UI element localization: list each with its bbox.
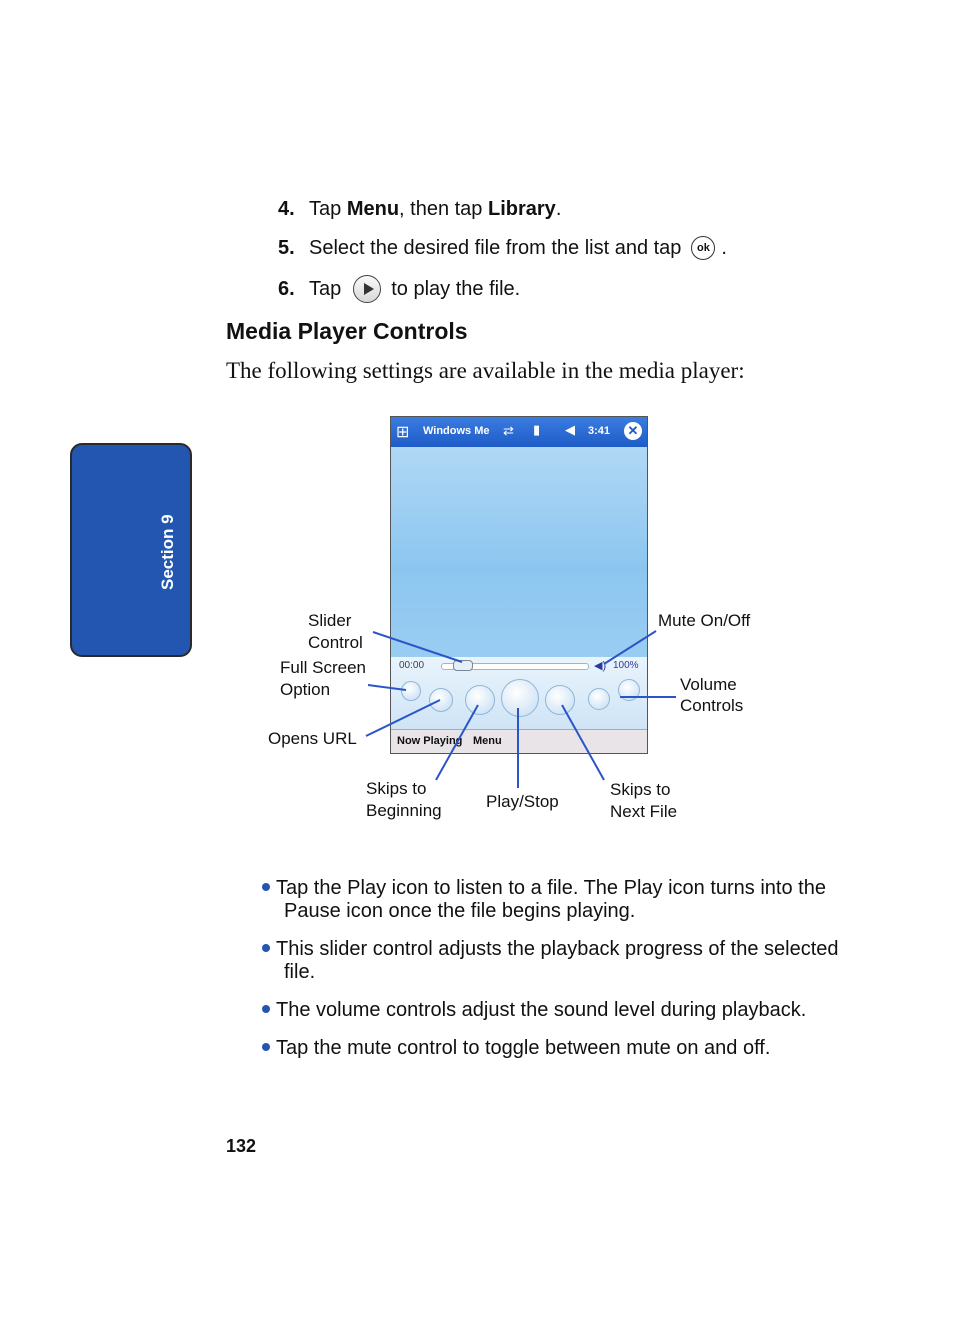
bullet-item: Tap the Play icon to listen to a file. The Play icon turns into the Pause icon once the file begins playing. <box>262 877 826 923</box>
clock: 3:41 <box>588 425 611 437</box>
step-text: Tap <box>309 277 342 300</box>
close-icon[interactable]: ✕ <box>624 422 642 440</box>
bullet-item: This slider control adjusts the playback progress of the selected file. <box>262 938 839 984</box>
bullet-item: The volume controls adjust the sound level during playback. <box>262 999 806 1022</box>
ok-icon: ok <box>691 236 715 260</box>
step-text: Tap Menu, then tap Library. <box>309 198 562 220</box>
fullscreen-callout-line <box>368 685 406 690</box>
step-number: 6. <box>278 277 295 300</box>
mute-icon[interactable]: ◀) <box>594 660 607 672</box>
bullet-dot <box>262 883 270 891</box>
opens-url-label: Opens URL <box>268 729 357 748</box>
volume-label-1: Volume <box>680 675 737 694</box>
speaker-icon: ◀ <box>565 422 575 437</box>
page-number: 132 <box>226 1136 257 1156</box>
section-heading: Media Player Controls <box>226 318 468 344</box>
fullscreen-label-1: Full Screen <box>280 658 366 677</box>
skip-next-callout-line <box>562 705 604 780</box>
slider-callout-line <box>373 632 462 662</box>
bullet-dot <box>262 1043 270 1051</box>
skip-next-label-2: Next File <box>610 802 678 821</box>
now-playing-menu[interactable]: Now Playing <box>397 735 463 747</box>
bullet-dot <box>262 944 270 952</box>
open-url-callout-line <box>366 700 440 736</box>
volume-level: 100% <box>613 660 639 671</box>
menu-softkey[interactable]: Menu <box>473 735 502 747</box>
bullet-dot <box>262 1005 270 1013</box>
windows-flag-icon: ⊞ <box>396 424 410 441</box>
mute-callout-line <box>604 631 656 664</box>
mute-label: Mute On/Off <box>658 611 751 630</box>
skip-back-label-1: Skips to <box>366 779 427 798</box>
elapsed-time: 00:00 <box>399 660 425 671</box>
slider-label-2: Control <box>308 633 363 652</box>
slider-label-1: Slider <box>308 611 352 630</box>
step-text-end: to play the file. <box>391 277 521 300</box>
skip-next-label-1: Skips to <box>610 780 671 799</box>
skip-back-label-2: Beginning <box>366 801 442 820</box>
window-title: Windows Me <box>423 425 490 437</box>
volume-label-2: Controls <box>680 696 744 715</box>
skip-back-callout-line <box>436 705 478 780</box>
step-text-end: . <box>721 236 727 259</box>
section-tab-label: Section 9 <box>158 514 177 590</box>
step-text: Select the desired file from the list and tap <box>309 236 682 259</box>
bullet-item: Tap the mute control to toggle between mute on and off. <box>262 1037 770 1060</box>
signal-icon: ▮ <box>533 422 541 437</box>
fullscreen-label-2: Option <box>280 680 331 699</box>
play-stop-label: Play/Stop <box>486 792 559 811</box>
intro-paragraph: The following settings are available in the media player: <box>226 358 745 383</box>
connectivity-icon: ⇄ <box>503 423 514 438</box>
step-number: 5. <box>278 236 295 259</box>
step-number: 4. <box>278 198 295 220</box>
